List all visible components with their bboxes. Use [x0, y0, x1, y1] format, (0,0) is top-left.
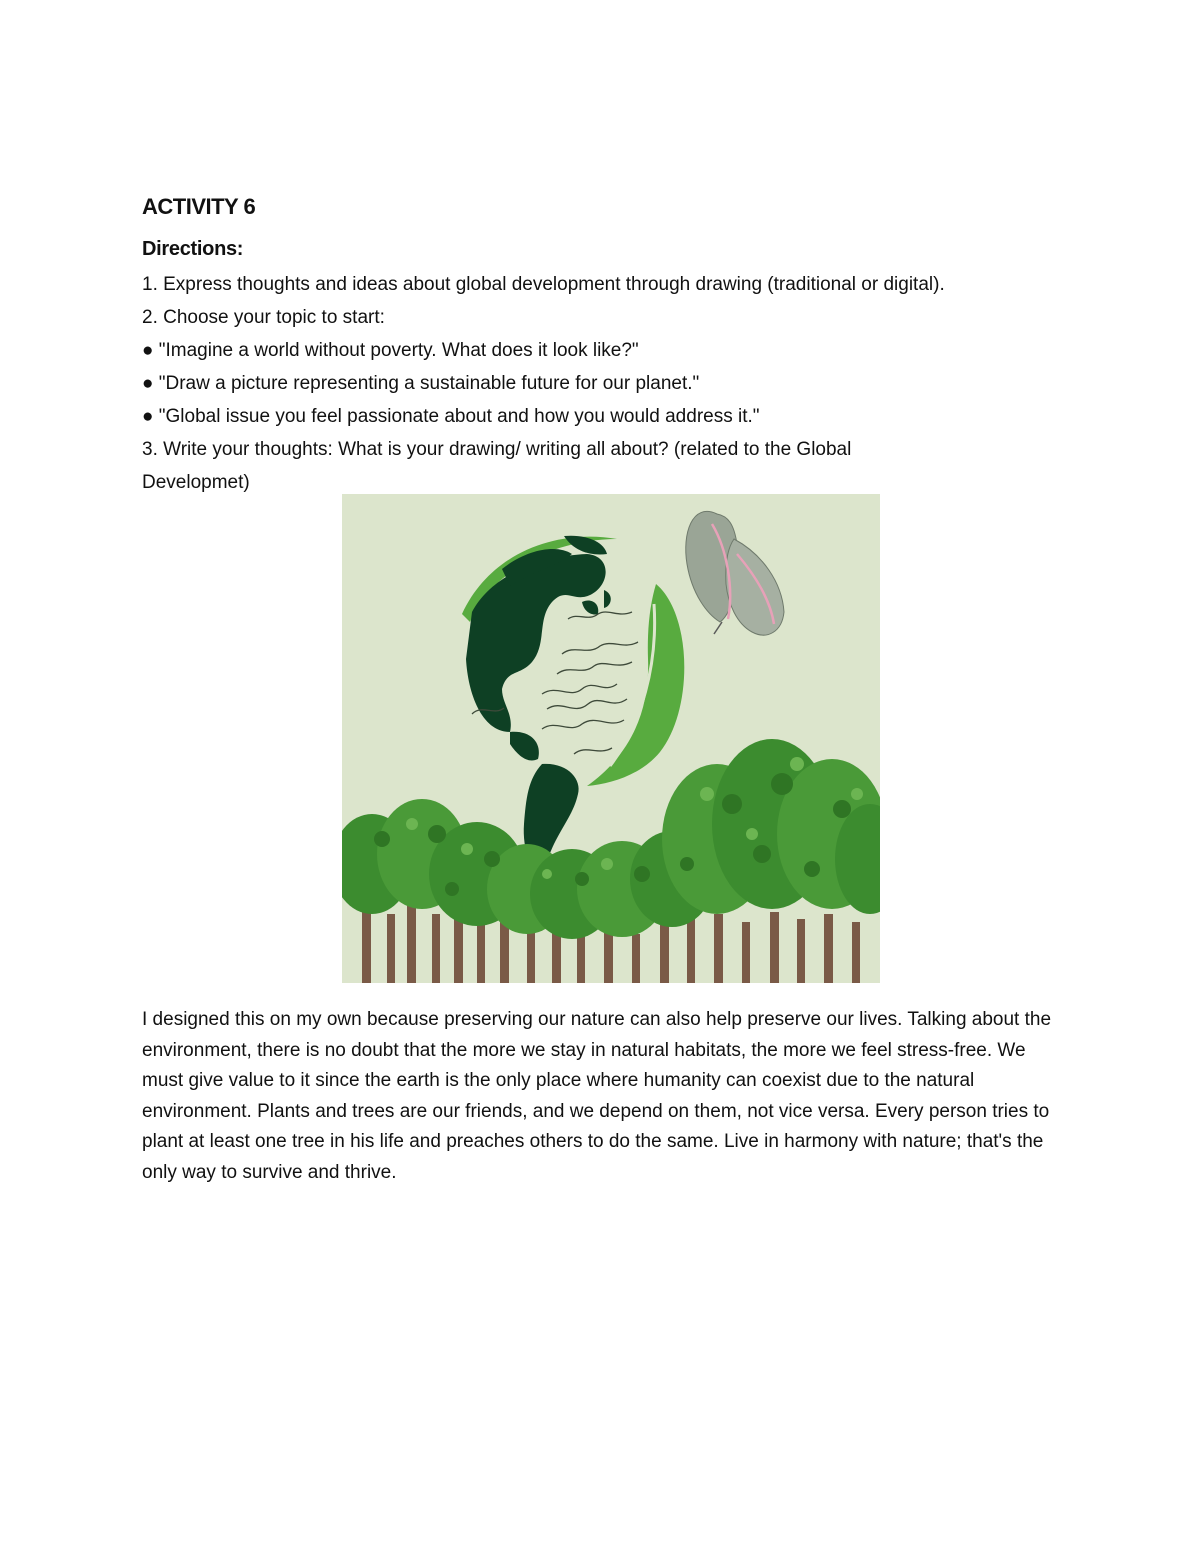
instruction-line: Developmet) — [142, 472, 250, 493]
instruction-bullet: ● "Global issue you feel passionate about and how you would address it." — [142, 406, 760, 427]
instruction-line: 3. Write your thoughts: What is your drawing/ writing all about? (related to the Global — [142, 439, 852, 460]
instruction-line: 1. Express thoughts and ideas about global development through drawing (traditional or digital). — [142, 274, 945, 295]
activity-title: ACTIVITY 6 — [142, 194, 256, 219]
reflection-paragraph: I designed this on my own because preserving our nature can also help preserve our lives. Talking about the environment, there is no doubt that the more we stay in natural habitats, the more we feel stress-free. We must give value to it since the earth is the only place where humanity can coexist due to the natural environment. Plants and trees are our friends, and we depend on them, not vice versa. Every person tries to plant at least one tree in his life and preaches others to do the same. Live in harmony with nature; that's the only way to survive and thrive. — [142, 1009, 1052, 1183]
sustainability-drawing — [342, 494, 880, 983]
instruction-bullet: ● "Draw a picture representing a sustainable future for our planet." — [142, 373, 700, 394]
drawing-canvas — [342, 494, 880, 983]
instruction-line: 2. Choose your topic to start: — [142, 307, 385, 328]
instruction-bullet: ● "Imagine a world without poverty. What does it look like?" — [142, 340, 639, 361]
directions-heading: Directions: — [142, 238, 244, 260]
